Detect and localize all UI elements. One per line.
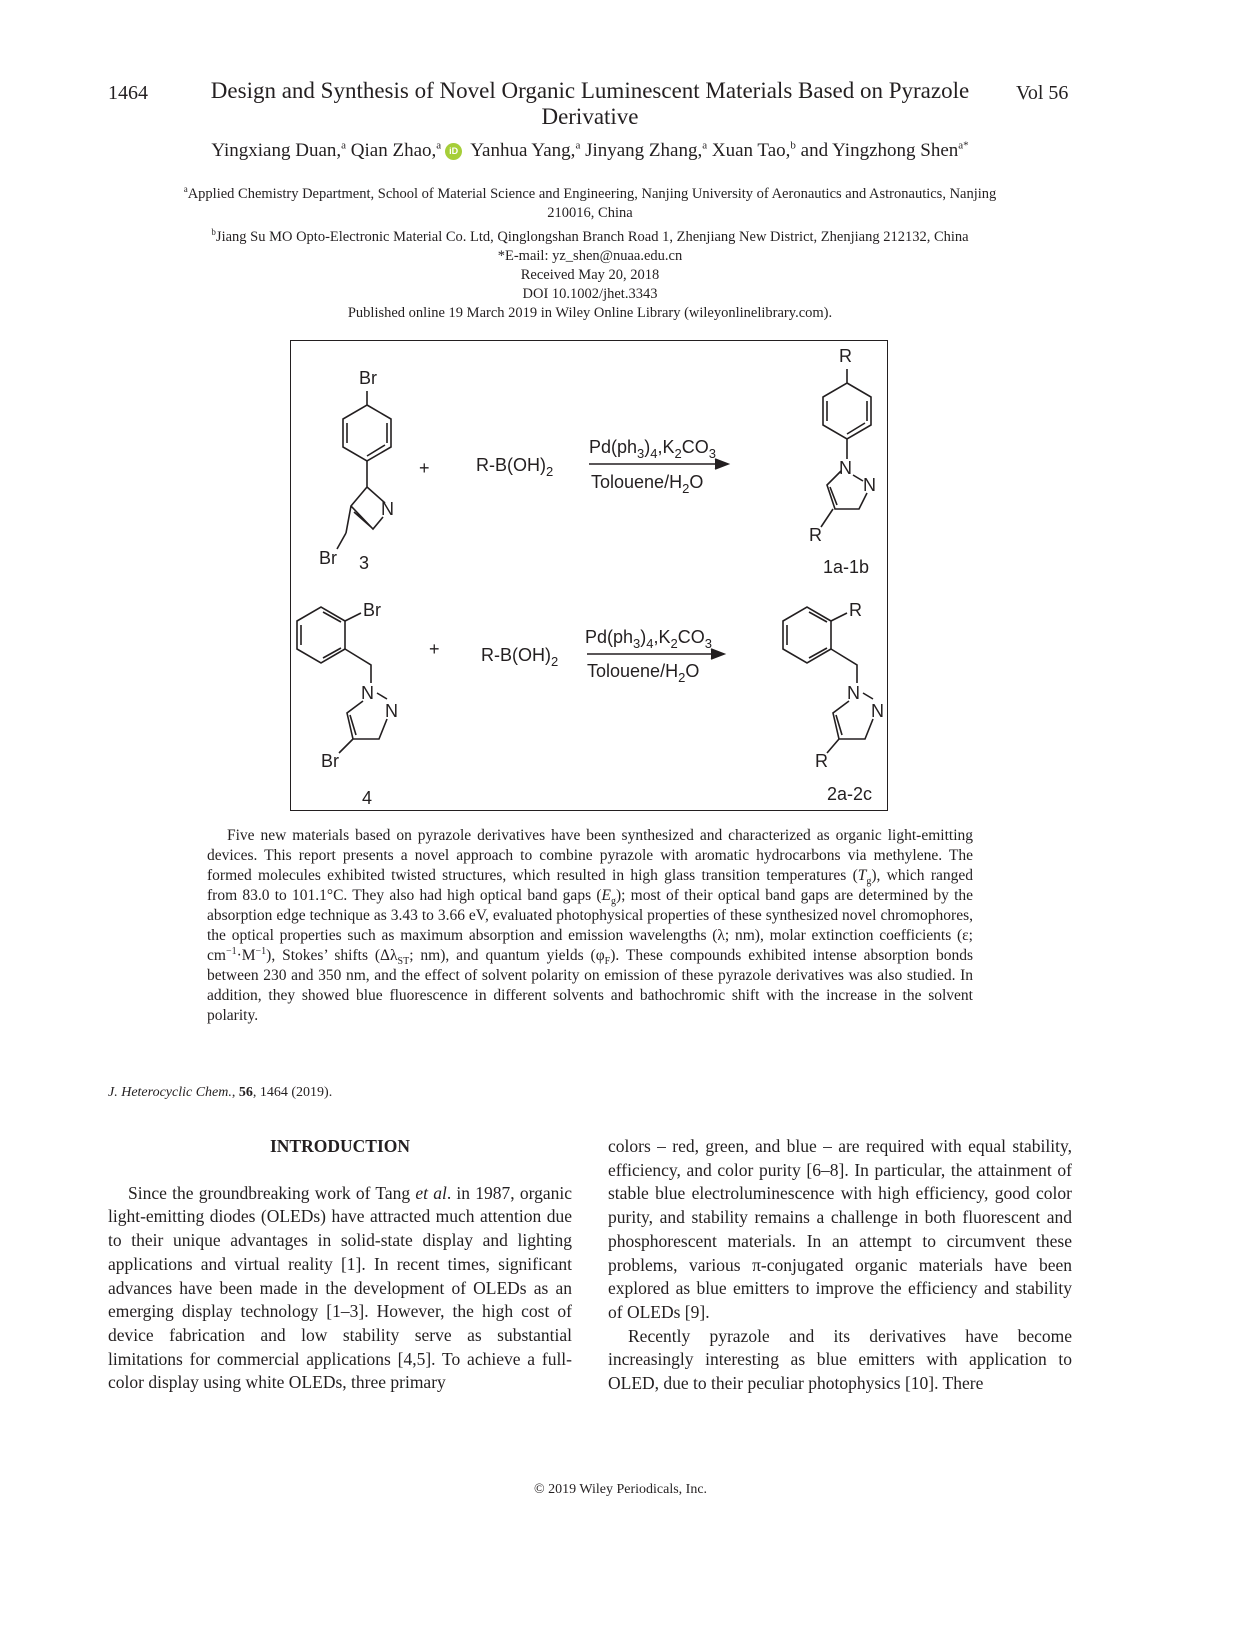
affiliation-a: $^a$Applied Chemistry Department, School of Material Science and Engineering, Nanjing University of Aeronautics and Astronautics, Nanjing 210016, China bbox=[183, 184, 997, 221]
plus-sign: + bbox=[429, 639, 440, 659]
abstract bbox=[207, 826, 973, 1026]
formula-subscript: 4 bbox=[650, 446, 658, 461]
column-left bbox=[108, 1135, 572, 1395]
atom-br: Br bbox=[359, 368, 377, 388]
doi[interactable]: DOI 10.1002/jhet.3343 bbox=[522, 285, 658, 302]
compound-label-2a-2c: 2a-2c bbox=[827, 784, 873, 804]
author: Yanhua Yang,$^a$ bbox=[470, 140, 581, 162]
formula-subscript: 3 bbox=[708, 446, 716, 461]
atom-n: N bbox=[839, 458, 852, 478]
formula-subscript: 3 bbox=[704, 636, 712, 651]
column-right bbox=[608, 1135, 1072, 1396]
reagent-solvent bbox=[587, 661, 699, 685]
formula-text: ,K bbox=[657, 437, 675, 457]
formula-subscript: 2 bbox=[682, 481, 690, 496]
formula-text: Pd(ph bbox=[585, 627, 634, 647]
formula-subscript: 3 bbox=[637, 446, 645, 461]
received-date: Received May 20, 2018 bbox=[520, 266, 660, 283]
substituent-r: R bbox=[815, 751, 828, 771]
reagent-catalyst bbox=[585, 627, 712, 651]
atom-n: N bbox=[863, 475, 876, 495]
atom-br: Br bbox=[321, 751, 339, 771]
formula-text: O bbox=[685, 661, 700, 681]
published-online: Published online 19 March 2019 in Wiley Online Library (wileyonlinelibrary.com). bbox=[347, 304, 833, 321]
text-segment: g bbox=[610, 896, 616, 908]
text-segment: ), which ranged from 83.0 to 101.1°C. They also had high optical band gaps ( bbox=[207, 867, 974, 904]
paragraph: colors – red, green, and blue – are required with equal stability, efficiency, and color purity [6–8]. In particular, the attainment of stable blue electroluminescence with high efficiency, good color purity, and stability remains a challenge in both fluorescent and phosphorescent materials. In an attempt to circumvent these problems, various π-conjugated organic materials have been explored as blue emitters to improve the efficiency and stability of OLEDs [9]. bbox=[608, 1136, 1072, 1322]
text-segment: ; nm), and quantum yields (φ bbox=[409, 947, 605, 964]
atom-n: N bbox=[381, 499, 394, 519]
formula-text: Tolouene/H bbox=[591, 472, 683, 492]
formula-text: ) bbox=[640, 627, 647, 647]
reagent-solvent bbox=[591, 472, 703, 496]
atom-br: Br bbox=[319, 548, 337, 568]
compound-label-4: 4 bbox=[362, 788, 373, 808]
text-segment: T bbox=[857, 867, 867, 884]
page-number: 1464 bbox=[108, 82, 148, 104]
text-segment: Five new materials based on pyrazole derivatives have been synthesized and characterized as organic light-emitting devices. This report presents a novel approach to combine pyrazole with aromatic hydrocarbons via methylene. The formed molecules exhibited twisted structures, which resulted in high glass transition temperatures ( bbox=[207, 827, 973, 884]
reagent-catalyst bbox=[589, 437, 716, 461]
atom-n: N bbox=[847, 683, 860, 703]
orcid-icon[interactable]: iD bbox=[445, 143, 462, 160]
formula-text: ,K bbox=[653, 627, 671, 647]
author: Xuan Tao,$^b$ bbox=[711, 140, 796, 162]
formula-subscript: 2 bbox=[674, 446, 682, 461]
article-title: Design and Synthesis of Novel Organic Luminescent Materials Based on Pyrazole Derivative bbox=[210, 78, 970, 129]
substituent-r: R bbox=[809, 525, 822, 545]
atom-br: Br bbox=[363, 600, 381, 620]
text-segment: ST bbox=[397, 956, 410, 968]
email[interactable]: *E-mail: yz_shen@nuaa.edu.cn bbox=[497, 247, 683, 264]
atom-n: N bbox=[361, 683, 374, 703]
atom-n: N bbox=[871, 701, 884, 721]
author: Qian Zhao,$^a$ bbox=[350, 140, 442, 162]
author: Yingxiang Duan,$^a$ bbox=[211, 140, 347, 162]
boronic-acid: $R-B(OH)_2$ bbox=[476, 455, 554, 479]
formula-subscript: 4 bbox=[646, 636, 654, 651]
text-segment: g bbox=[866, 876, 872, 888]
volume: Vol 56 bbox=[1016, 82, 1069, 104]
section-heading-introduction: INTRODUCTION bbox=[269, 1136, 411, 1156]
affiliation-b: $^b$Jiang Su MO Opto-Electronic Material Co. Ltd, Qinglongshan Branch Road 1, Zhenjiang New District, Zhenjiang 212132, China bbox=[211, 226, 969, 245]
text-segment: Since the groundbreaking work of Tang bbox=[128, 1182, 416, 1203]
journal-citation: J. Heterocyclic Chem., 56, 1464 (2019). bbox=[108, 1085, 333, 1100]
atom-n: N bbox=[385, 701, 398, 721]
formula-text: ) bbox=[644, 437, 651, 457]
formula-text: CO bbox=[677, 627, 705, 647]
text-segment: et al bbox=[415, 1182, 447, 1203]
text-segment: E bbox=[601, 887, 611, 904]
paragraph bbox=[108, 1182, 572, 1395]
text-segment: F bbox=[604, 956, 611, 968]
formula-subscript: 2 bbox=[670, 636, 678, 651]
formula-subscript: 2 bbox=[678, 670, 686, 685]
author: and Yingzhong Shen$^{a*}$ bbox=[800, 140, 969, 162]
compound-label-3: 3 bbox=[359, 553, 370, 573]
copyright-footer: © 2019 Wiley Periodicals, Inc. bbox=[533, 1482, 708, 1497]
text-segment: −1 bbox=[225, 945, 237, 957]
formula-text: O bbox=[689, 472, 704, 492]
boronic-acid: $R-B(OH)_2$ bbox=[481, 645, 559, 669]
compound-label-1a-1b: 1a-1b bbox=[823, 557, 870, 577]
plus-sign: + bbox=[419, 458, 430, 478]
substituent-r: R bbox=[839, 346, 852, 366]
scheme-bonds bbox=[297, 369, 873, 753]
text-segment: −1 bbox=[255, 945, 267, 957]
text-segment: ), Stokes’ shifts (Δλ bbox=[266, 947, 398, 964]
formula-text: CO bbox=[681, 437, 709, 457]
author: Jinyang Zhang,$^a$ bbox=[585, 140, 708, 162]
formula-text: Pd(ph bbox=[589, 437, 638, 457]
text-segment: ). These compounds exhibited intense absorption bonds between 230 and 350 nm, and the effect of solvent polarity on emission of these pyrazole derivatives was also studied. In addition, they showed blue fluorescence in different solvents and bathochromic shift with the increase in the solvent polarity. bbox=[207, 947, 973, 1024]
text-segment: ); most of their optical band gaps are determined by the absorption edge technique as 3.43 to 3.66 eV, evaluated photophysical properties of these synthesized novel chromophores, the optical properties such as maximum absorption and emission wavelengths (λ; nm), molar extinction coefficients (ε; cm bbox=[207, 887, 974, 964]
formula-subscript: 3 bbox=[633, 636, 641, 651]
paragraph: Recently pyrazole and its derivatives have become increasingly interesting as blue emitters with application to OLED, due to their peculiar photophysics [10]. There bbox=[608, 1325, 1072, 1394]
formula-text: Tolouene/H bbox=[587, 661, 679, 681]
text-segment: . in 1987, organic light-emitting diodes (OLEDs) have attracted much attention due to their unique advantages in solid-state display and lighting applications and virtual reality [1]. In recent times, significant advances have been made in the development of OLEDs as an emerging display technology [1–3]. However, the high cost of device fabrication and low stability serve as substantial limitations for commercial applications [4,5]. To achieve a full-color display using white OLEDs, three primary bbox=[108, 1182, 572, 1393]
substituent-r: R bbox=[849, 600, 862, 620]
text-segment: ·M bbox=[236, 947, 256, 964]
reaction-scheme bbox=[290, 340, 888, 811]
